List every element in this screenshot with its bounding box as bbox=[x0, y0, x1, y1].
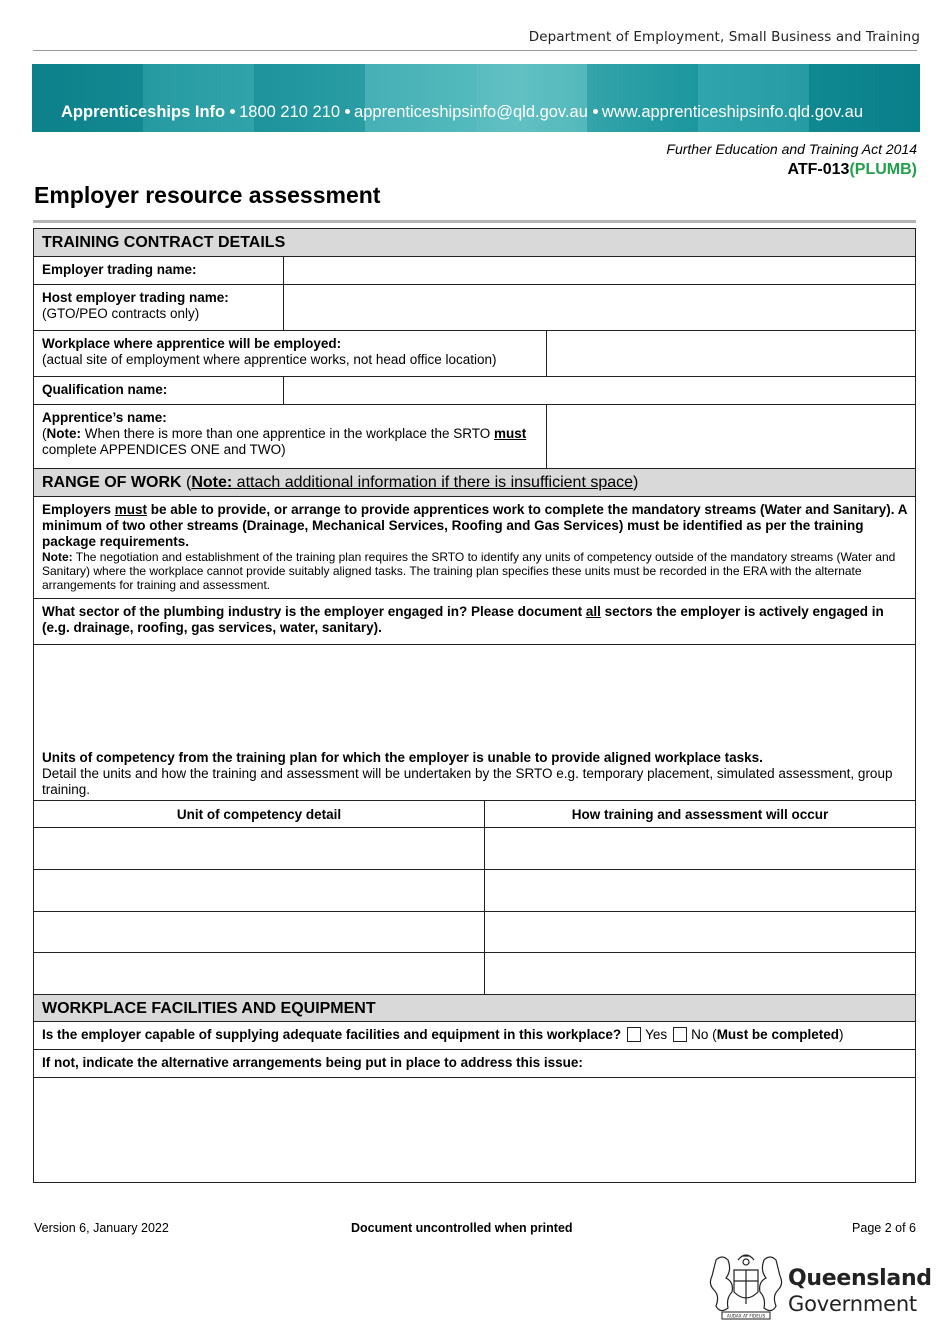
bullet-icon bbox=[593, 109, 598, 114]
employer-trading-name-input[interactable] bbox=[284, 257, 915, 284]
row-range-intro bbox=[34, 497, 915, 599]
banner-website[interactable]: www.apprenticeshipsinfo.qld.gov.au bbox=[601, 103, 864, 121]
workplace-input[interactable] bbox=[547, 331, 915, 376]
units-heading: Units of competency from the training plan for which the employer is unable to provide aligned workplace tasks. bbox=[42, 750, 763, 765]
logo-motto: AUDAX AT FIDELIS bbox=[726, 1313, 766, 1319]
row-alternative-question bbox=[34, 1050, 915, 1078]
no-label: No ( bbox=[691, 1027, 717, 1042]
bullet-icon bbox=[345, 109, 350, 114]
how-training-input[interactable] bbox=[485, 870, 915, 911]
question-all: all bbox=[585, 604, 601, 619]
row-sector-question bbox=[34, 599, 915, 645]
sector-answer-input[interactable] bbox=[34, 645, 915, 745]
no-checkbox[interactable] bbox=[673, 1027, 687, 1042]
table-row bbox=[34, 870, 915, 912]
legislation-reference: Further Education and Training Act 2014 bbox=[666, 141, 917, 157]
row-employer-trading-name bbox=[34, 257, 915, 285]
row-apprentice-name bbox=[34, 405, 915, 469]
range-intro-text bbox=[42, 502, 907, 550]
apprenticeships-banner bbox=[32, 64, 920, 132]
apprentice-label: Apprentice’s name: bbox=[42, 410, 167, 425]
banner-name: Apprenticeships Info bbox=[61, 103, 226, 121]
closing-paren: ) bbox=[838, 1027, 844, 1042]
unit-detail-input[interactable] bbox=[34, 953, 484, 994]
question-text: sectors the employer is actively engaged in (e.g. drainage, roofing, gas services, water, sanitary). bbox=[42, 604, 884, 635]
table-row bbox=[34, 953, 915, 995]
section-title: RANGE OF WORK bbox=[42, 474, 182, 491]
sector-question bbox=[34, 599, 915, 644]
note-text: When there is more than one apprentice in the workplace the SRTO bbox=[81, 426, 494, 441]
units-detail: Detail the units and how the training and assessment will be undertaken by the SRTO e.g. temporary placement, simulated assessment, group training. bbox=[42, 766, 893, 797]
must-be-completed: Must be completed bbox=[716, 1027, 839, 1042]
apprentice-label-cell bbox=[34, 405, 547, 468]
host-employer-label: Host employer trading name: bbox=[42, 290, 229, 305]
col-unit-of-competency: Unit of competency detail bbox=[176, 807, 342, 822]
range-note bbox=[42, 550, 907, 592]
table-row bbox=[34, 828, 915, 870]
version-label: Version 6, January 2022 bbox=[34, 1221, 169, 1235]
qualification-input[interactable] bbox=[284, 377, 915, 404]
row-qualification bbox=[34, 377, 915, 405]
header-divider bbox=[33, 50, 917, 51]
banner-phone[interactable]: 1800 210 210 bbox=[239, 103, 341, 121]
section-header-facilities bbox=[34, 995, 915, 1022]
section-title: WORKPLACE FACILITIES AND EQUIPMENT bbox=[42, 1000, 376, 1017]
assessment-form bbox=[33, 228, 916, 1183]
units-heading-cell bbox=[34, 745, 915, 800]
units-table-header bbox=[34, 801, 915, 828]
banner-email[interactable]: apprenticeshipsinfo@qld.gov.au bbox=[354, 103, 588, 121]
banner-contact-line bbox=[61, 103, 863, 122]
row-facilities-question bbox=[34, 1022, 915, 1050]
facilities-question-cell bbox=[34, 1022, 915, 1049]
row-workplace bbox=[34, 331, 915, 377]
section-header-range-of-work bbox=[34, 469, 915, 497]
note-bold: Note: bbox=[46, 426, 81, 441]
question-text: What sector of the plumbing industry is the employer engaged in? Please document bbox=[42, 604, 586, 619]
host-employer-note: (GTO/PEO contracts only) bbox=[42, 306, 200, 321]
note-must: must bbox=[493, 426, 527, 441]
logo-queensland: Queensland bbox=[788, 1266, 932, 1291]
form-code-main: ATF-013 bbox=[787, 161, 850, 178]
page-title: Employer resource assessment bbox=[34, 182, 381, 208]
table-row bbox=[34, 912, 915, 953]
workplace-label-cell bbox=[34, 331, 547, 376]
how-training-input[interactable] bbox=[485, 953, 915, 994]
alternative-arrangements-input[interactable] bbox=[34, 1078, 915, 1182]
workplace-label: Workplace where apprentice will be employed: bbox=[42, 336, 342, 351]
uncontrolled-notice: Document uncontrolled when printed bbox=[351, 1221, 573, 1235]
note-text: attach additional information if there is insufficient space bbox=[232, 474, 634, 491]
yes-label: Yes bbox=[645, 1027, 668, 1042]
row-host-employer bbox=[34, 285, 915, 331]
form-code-suffix: (PLUMB) bbox=[849, 161, 917, 178]
note-bold: Note: bbox=[191, 474, 233, 491]
how-training-input[interactable] bbox=[485, 828, 915, 869]
employer-trading-name-label: Employer trading name: bbox=[34, 257, 284, 284]
yes-checkbox[interactable] bbox=[627, 1027, 641, 1042]
how-training-input[interactable] bbox=[485, 912, 915, 952]
form-code bbox=[788, 161, 917, 179]
department-name: Department of Employment, Small Business and Training bbox=[528, 29, 920, 45]
host-employer-input[interactable] bbox=[284, 285, 915, 330]
section-header-training-contract bbox=[34, 229, 915, 257]
title-divider bbox=[33, 220, 916, 223]
note-text: The negotiation and establishment of the training plan requires the SRTO to identify any units of competency outside of the mandatory streams (Water and Sanitary) where the workplace cannot provide suitably aligned tasks. The training plan specifies these units must be recorded in the ERA with the alternate arrangements for training and assessment. bbox=[42, 550, 896, 592]
page-number: Page 2 of 6 bbox=[852, 1221, 916, 1235]
col-how-training: How training and assessment will occur bbox=[571, 807, 829, 822]
qualification-label: Qualification name: bbox=[34, 377, 284, 404]
range-intro-cell bbox=[34, 497, 915, 598]
unit-detail-input[interactable] bbox=[34, 870, 484, 911]
workplace-note: (actual site of employment where apprentice works, not head office location) bbox=[42, 352, 497, 367]
alternative-question: If not, indicate the alternative arrangements being put in place to address this issue: bbox=[42, 1055, 583, 1070]
apprentice-note: (Note: When there is more than one apprentice in the workplace the SRTO must complete APPENDICES ONE and TWO) bbox=[42, 426, 527, 457]
unit-detail-input[interactable] bbox=[34, 912, 484, 952]
note-text: complete APPENDICES ONE and TWO) bbox=[42, 442, 286, 457]
apprentice-name-input[interactable] bbox=[547, 405, 915, 468]
unit-detail-input[interactable] bbox=[34, 828, 484, 869]
bullet-icon bbox=[230, 109, 235, 114]
note-bold: Note: bbox=[42, 550, 73, 564]
section-title: TRAINING CONTRACT DETAILS bbox=[42, 234, 286, 251]
intro-text: Employers bbox=[42, 502, 115, 517]
host-employer-label-cell bbox=[34, 285, 284, 330]
intro-must: must bbox=[114, 502, 148, 517]
intro-text: be able to provide, or arrange to provide apprentices work to complete the mandatory streams (Water and Sanitary). A minimum of two other streams (Drainage, Mechanical Services, Roofing and Gas Services) must be identified as per the training package requirements. bbox=[42, 502, 907, 549]
range-of-work-note: (Note: attach additional information if there is insufficient space) bbox=[186, 474, 639, 491]
facilities-question: Is the employer capable of supplying adequate facilities and equipment in this workplace? bbox=[42, 1027, 622, 1042]
logo-government: Government bbox=[788, 1292, 917, 1316]
row-units-heading bbox=[34, 745, 915, 801]
